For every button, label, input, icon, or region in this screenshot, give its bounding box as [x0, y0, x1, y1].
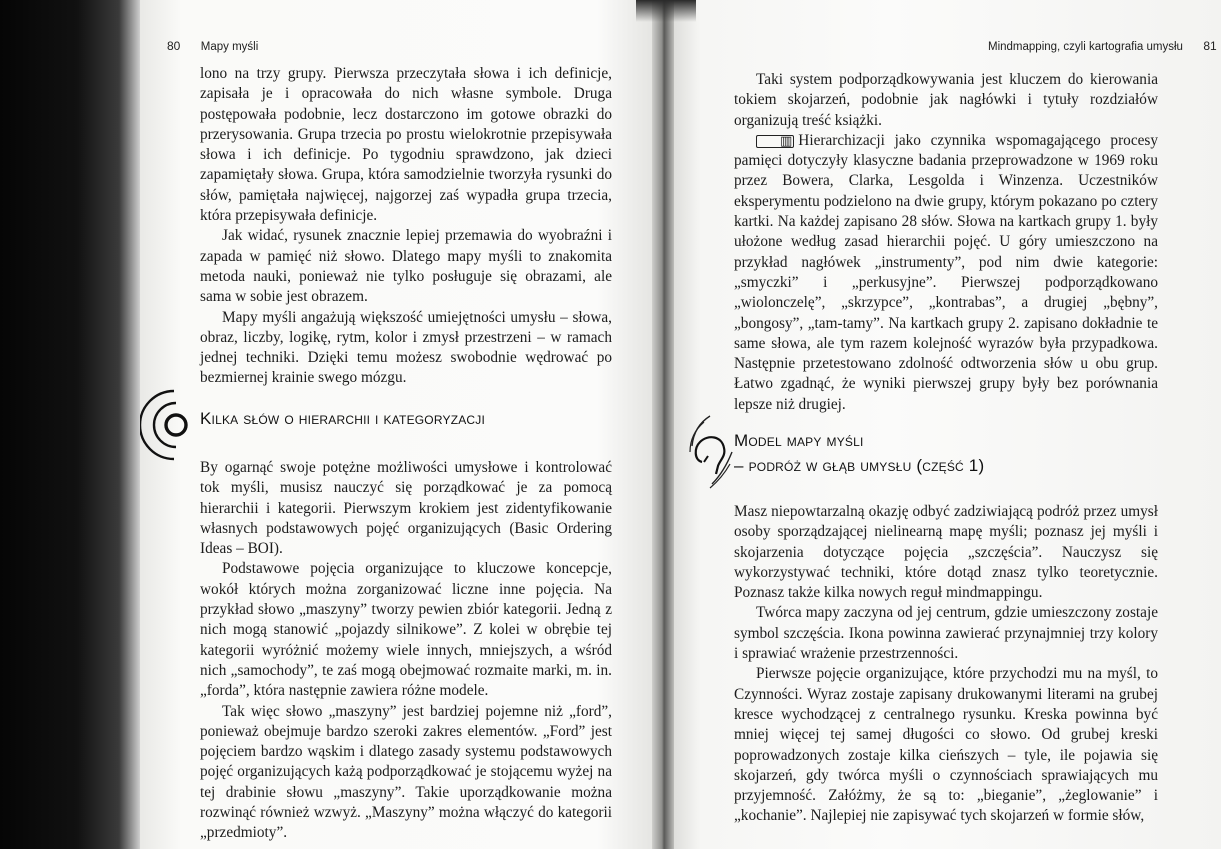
- paragraph: Mapy myśli angażują większość umiejętności umysłu – słowa, obraz, liczby, logikę, rytm, kolor i zmysł przestrzeni – w ramach jednej techniki. Dzięki temu możesz swobodnie wędrować po bezmiernej krainie swego mózgu.: [200, 308, 612, 387]
- paragraph: Twórca mapy zaczyna od jej centrum, gdzie umieszczony zostaje symbol szczęścia. Ikona powinna zawierać przynajmniej trzy kolory i sprawiać wrażenie przestrzenności.: [734, 604, 1158, 663]
- left-top-text: [200, 64, 612, 389]
- paragraph: Taki system podporządkowywania jest kluczem do kierowania tokiem skojarzeń, podobnie jak nagłówki i tytuły rozdziałów organizują treść książki.: [734, 71, 1158, 129]
- paragraph: Masz niepowtarzalną okazję odbyć zadziwiającą podróż przez umysł osoby sporządzającej nielinearną mapę myśli; poznasz jej myśli i skojarzenia dotyczące pojęcia „szczęścia”. Nauczysz się wykorzystywać techniki, które dotąd znasz tylko teoretycznie. Poznasz także kilka nowych reguł mindmappingu.: [734, 503, 1158, 602]
- book-gutter: [652, 0, 674, 849]
- paragraph: Tak więc słowo „maszyny” jest bardziej pojemne niż „ford”, ponieważ obejmuje bardzo szeroki zakres elementów. „Ford” jest pojęciem bardzo wąskim i dlatego zasady systemu podstawowych pojęć organizujących każą podporządkować je stojącemu wyżej na tej drabinie słowu „maszyny”. Takie uporządkowanie można rozwinąć również wzwyż. „Maszyny” można włączyć do kategorii „przedmioty”.: [200, 702, 612, 842]
- book-icon: ▥: [756, 135, 794, 148]
- paragraph: [734, 131, 1158, 415]
- left-section-text: [200, 458, 612, 844]
- right-section-heading-line1: Model mapy myśli: [734, 431, 864, 450]
- right-running-header: Mindmapping, czyli kartografia umysłu: [988, 41, 1183, 53]
- right-page-number: 81: [1203, 39, 1217, 53]
- paragraph: lono na trzy grupy. Pierwsza przeczytała słowa i ich definicje, zapisała je i opracowała do nich własne symbole. Druga postępowała podobnie, lecz dostarczono im gotowe obrazki do przerysowania. Grupa trzecia po prostu wielokrotnie przepisywała słowa i ich definicje. Po tygodniu sprawdzono, jak dzieci zapamiętały słowa. Grupa, która samodzielnie tworzyła rysunki do słów, pamiętała najwięcej, najgorzej zaś wypadła grupa trzecia, która przepisywała definicje.: [200, 65, 612, 225]
- right-section-heading-line2: – podróż w głąb umysłu (część 1): [734, 456, 985, 475]
- book-spine-shadow: [0, 0, 140, 849]
- paragraph: Jak widać, rysunek znacznie lepiej przemawia do wyobraźni i zapada w pamięć niż słowo. Dlatego mapy myśli to znakomita metoda nauki, ponieważ nie tylko posługuje się obrazami, ale sama w sobie jest obrazem.: [200, 227, 612, 306]
- left-page-number: 80: [167, 39, 181, 53]
- left-running-header: Mapy myśli: [200, 41, 259, 53]
- right-page-header: [988, 39, 1217, 53]
- concentric-circles-icon: [140, 385, 192, 465]
- paragraph-text: Hierarchizacji jako czynnika wspomagającego procesy pamięci dotyczyły klasyczne badania przeprowadzone w 1969 roku przez Bowera, Clarka, Lesgolda i Winzenza. Uczestników eksperymentu podzielono na dwie grupy, którym pokazano po cztery kartki. Na każdej zapisano 28 słów. Słowa na kartkach grupy 1. były ułożone według zasad hierarchii pojęć. U góry umieszczono na przykład nagłówek „instrumenty”, pod nim dwie kategorie: „smyczki” i „perkusyjne”. Pierwszej podporządkowano „wiolonczelę”, „skrzypce”, „kontrabas”, a drugiej „bębny”, „bongosy”, „tam-tamy”. Na kartkach grupy 2. zapisano dokładnie te same słowa, ale tym razem kolejność wyrazów była przypadkowa. Następnie przetestowano zdolność odtworzenia słów u obu grup. Łatwo zgadnąć, że wyniki pierwszej grupy były bez porównania lepsze niż drugiej.: [734, 131, 1158, 413]
- left-section-heading: Kilka słów o hierarchii i kategoryzacji: [200, 409, 486, 428]
- right-top-text: [734, 70, 1158, 415]
- book-gutter-shadow: [636, 0, 696, 22]
- head-silhouette-icon: [680, 412, 736, 490]
- paragraph: Podstawowe pojęcia organizujące to kluczowe koncepcje, wokół których można zorganizować liczne inne pojęcia. Na przykład słowo „maszyny” tworzy pewien zbiór kategorii. Jedną z nich mogą stanowić „pojazdy silnikowe”. Z kolei w obrębie tej kategorii wyróżnić możemy wiele innych, mniejszych, a wśród nich „samochody”, te zaś mogą obejmować rozmaite marki, m. in. „forda”, która następnie zawiera różne modele.: [200, 560, 612, 700]
- left-page-header: [167, 39, 258, 53]
- right-section-text: [734, 502, 1158, 827]
- paragraph: Pierwsze pojęcie organizujące, które przychodzi mu na myśl, to Czynności. Wyraz zostaje zapisany drukowanymi literami na grubej kresce wychodzącej z centralnego rysunku. Kreska powinna być mniej więcej tej samej długości co słowo. Od grubej kreski poprowadzonych zostaje kilka cieńszych – tyle, ile pojawia się skojarzeń, gdy twórca myśli o czynnościach sprawiających mu przyjemność. Załóżmy, że są to: „bieganie”, „żeglowanie” i „kochanie”. Najlepiej nie zapisywać tych skojarzeń w formie słów,: [734, 665, 1158, 825]
- paragraph: By ogarnąć swoje potężne możliwości umysłowe i kontrolować tok myśli, musisz nauczyć się porządkować je za pomocą hierarchii i kategorii. Pierwszym krokiem jest zidentyfikowanie własnych podstawowych pojęć organizujących (Basic Ordering Ideas – BOI).: [200, 459, 612, 558]
